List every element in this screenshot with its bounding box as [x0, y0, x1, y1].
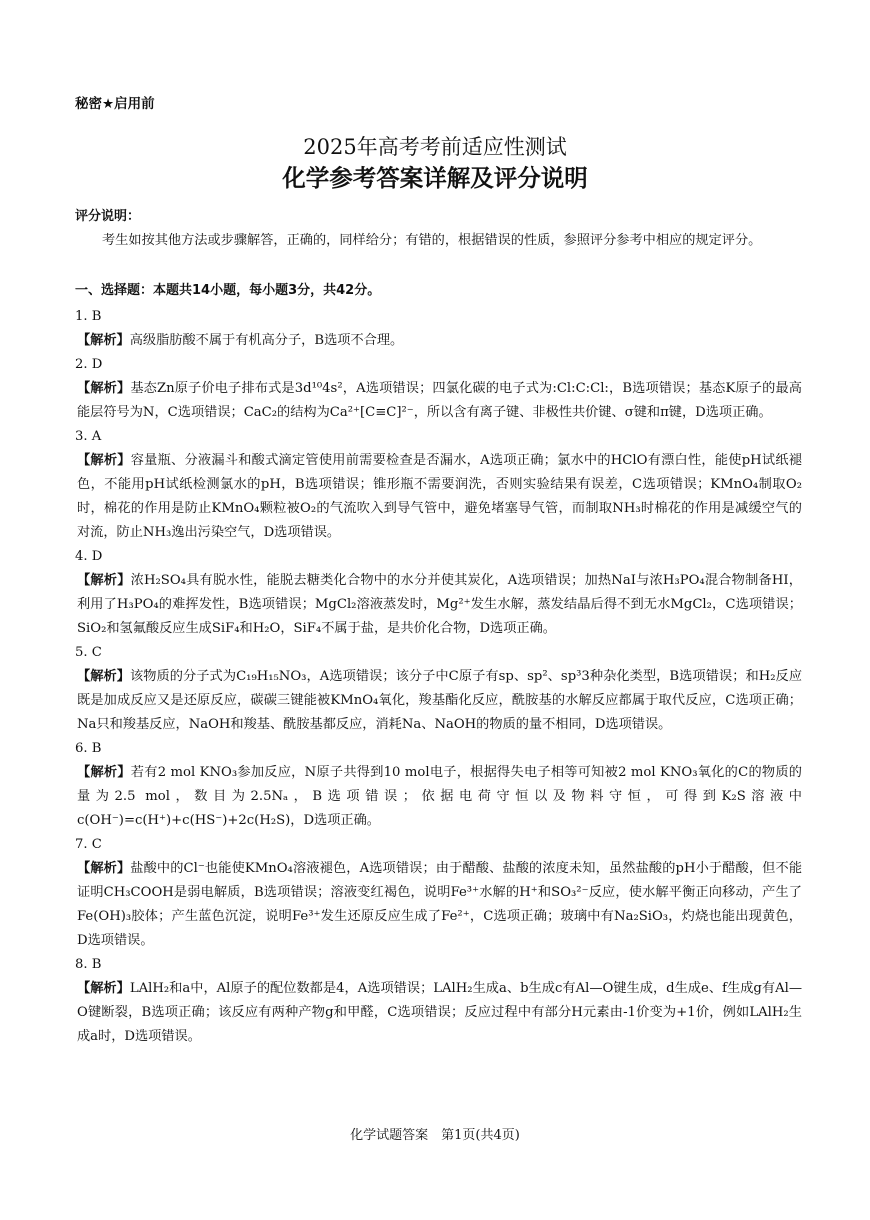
question-item [75, 353, 802, 425]
exam-title: 2025年高考考前适应性测试 [303, 135, 567, 159]
question-item [75, 305, 802, 353]
question-explanation [77, 761, 802, 833]
question-answer: 4. D [75, 549, 103, 564]
question-answer: 1. B [75, 309, 102, 324]
question-explanation [77, 857, 802, 953]
question-answer: 5. C [75, 645, 102, 660]
explanation-tag: 【解析】 [77, 573, 131, 588]
question-item [75, 737, 802, 833]
question-explanation [77, 665, 802, 737]
document-title: 化学参考答案详解及评分说明 [282, 164, 588, 192]
explanation-tag: 【解析】 [77, 981, 130, 996]
document-body [75, 205, 802, 1049]
explanation-tag: 【解析】 [77, 765, 131, 780]
explanation-tag: 【解析】 [77, 333, 130, 348]
explanation-text: 该物质的分子式为C₁₉H₁₅NO₃，A选项错误；该分子中C原子有sp、sp²、sp³3种杂化类型，B选项错误；和H₂反应既是加成反应又是还原反应，碳碳三键能被KMnO₄氧化，羧基酯化反应，酰胺基的水解反应都属于取代反应，C选项正确；Na只和羧基反应，NaOH和羧基、酰胺基都反应，消耗Na、NaOH的物质的量不相同，D选项错误。 [77, 669, 803, 732]
explanation-text: 高级脂肪酸不属于有机高分子，B选项不合理。 [129, 333, 404, 348]
explanation-tag: 【解析】 [77, 861, 131, 876]
explanation-tag: 【解析】 [77, 381, 131, 396]
explanation-text: 若有2 mol KNO₃参加反应，N原子共得到10 mol电子，根据得失电子相等可知被2 mol KNO₃氧化的C的物质的量为2.5 mol，数目为2.5Nₐ，B选项错误；依据电荷守恒以及物料守恒，可得到K₂S溶液中c(OH⁻)=c(H⁺)+c(HS⁻)+2c(H₂S)，D选项正确。 [77, 765, 802, 828]
question-explanation [77, 449, 802, 545]
question-explanation [77, 977, 802, 1049]
question-item [75, 641, 802, 737]
explanation-tag: 【解析】 [77, 669, 131, 684]
scoring-heading: 评分说明： [75, 209, 141, 224]
question-item [75, 833, 802, 953]
question-explanation [77, 569, 802, 641]
confidential-mark: 秘密★启用前 [75, 96, 155, 112]
question-answer: 7. C [75, 837, 102, 852]
explanation-text: 容量瓶、分液漏斗和酸式滴定管使用前需要检查是否漏水，A选项正确；氯水中的HClO有漂白性，能使pH试纸褪色，不能用pH试纸检测氯水的pH，B选项错误；锥形瓶不需要润洗，否则实验结果有误差，C选项错误；KMnO₄制取O₂时，棉花的作用是防止KMnO₄颗粒被O₂的气流吹入到导气管中，避免堵塞导气管，而制取NH₃时棉花的作用是减缓空气的对流，防止NH₃逸出污染空气，D选项错误。 [77, 453, 802, 540]
explanation-text: 盐酸中的Cl⁻也能使KMnO₄溶液褪色，A选项错误；由于醋酸、盐酸的浓度未知，虽然盐酸的pH小于醋酸，但不能证明CH₃COOH是弱电解质，B选项错误；溶液变红褐色，说明Fe³⁺水解的H⁺和SO₃²⁻反应，使水解平衡正向移动，产生了Fe(OH)₃胶体；产生蓝色沉淀，说明Fe³⁺发生还原反应生成了Fe²⁺，C选项正确；玻璃中有Na₂SiO₃，灼烧也能出现黄色，D选项错误。 [77, 861, 803, 948]
explanation-text: LAlH₂和a中，Al原子的配位数都是4，A选项错误；LAlH₂生成a、b生成c有Al—O键生成，d生成e、f生成g有Al—O键断裂，B选项正确；该反应有两种产物g和甲醛，C选项错误；反应过程中有部分H元素由-1价变为+1价，例如LAlH₂生成a时，D选项错误。 [77, 981, 803, 1044]
question-item [75, 953, 802, 1049]
question-answer: 2. D [75, 357, 103, 372]
question-answer: 6. B [75, 741, 102, 756]
explanation-text: 浓H₂SO₄具有脱水性，能脱去糖类化合物中的水分并使其炭化，A选项错误；加热NaI与浓H₃PO₄混合物制备HI，利用了H₃PO₄的难挥发性，B选项错误；MgCl₂溶液蒸发时，Mg²⁺发生水解，蒸发结晶后得不到无水MgCl₂，C选项错误；SiO₂和氢氟酸反应生成SiF₄和H₂O，SiF₄不属于盐，是共价化合物，D选项正确。 [77, 573, 802, 636]
question-answer: 3. A [75, 429, 102, 444]
section-heading: 一、选择题：本题共14小题，每小题3分，共42分。 [75, 283, 381, 298]
scoring-text: 考生如按其他方法或步骤解答，正确的，同样给分；有错的，根据错误的性质，参照评分参考中相应的规定评分。 [102, 233, 762, 248]
explanation-text: 基态Zn原子价电子排布式是3d¹⁰4s²，A选项错误；四氯化碳的电子式为:Cl:C:Cl:，B选项错误；基态K原子的最高能层符号为N，C选项错误；CaC₂的结构为Ca²⁺[C≡C]²⁻，所以含有离子键、非极性共价键、σ键和π键，D选项正确。 [77, 381, 802, 420]
question-explanation [77, 377, 802, 425]
question-item [75, 545, 802, 641]
page-footer: 化学试题答案 第1页(共4页) [350, 1128, 520, 1143]
question-answer: 8. B [75, 957, 102, 972]
question-item [75, 425, 802, 545]
explanation-tag: 【解析】 [77, 453, 131, 468]
question-explanation [77, 329, 802, 353]
